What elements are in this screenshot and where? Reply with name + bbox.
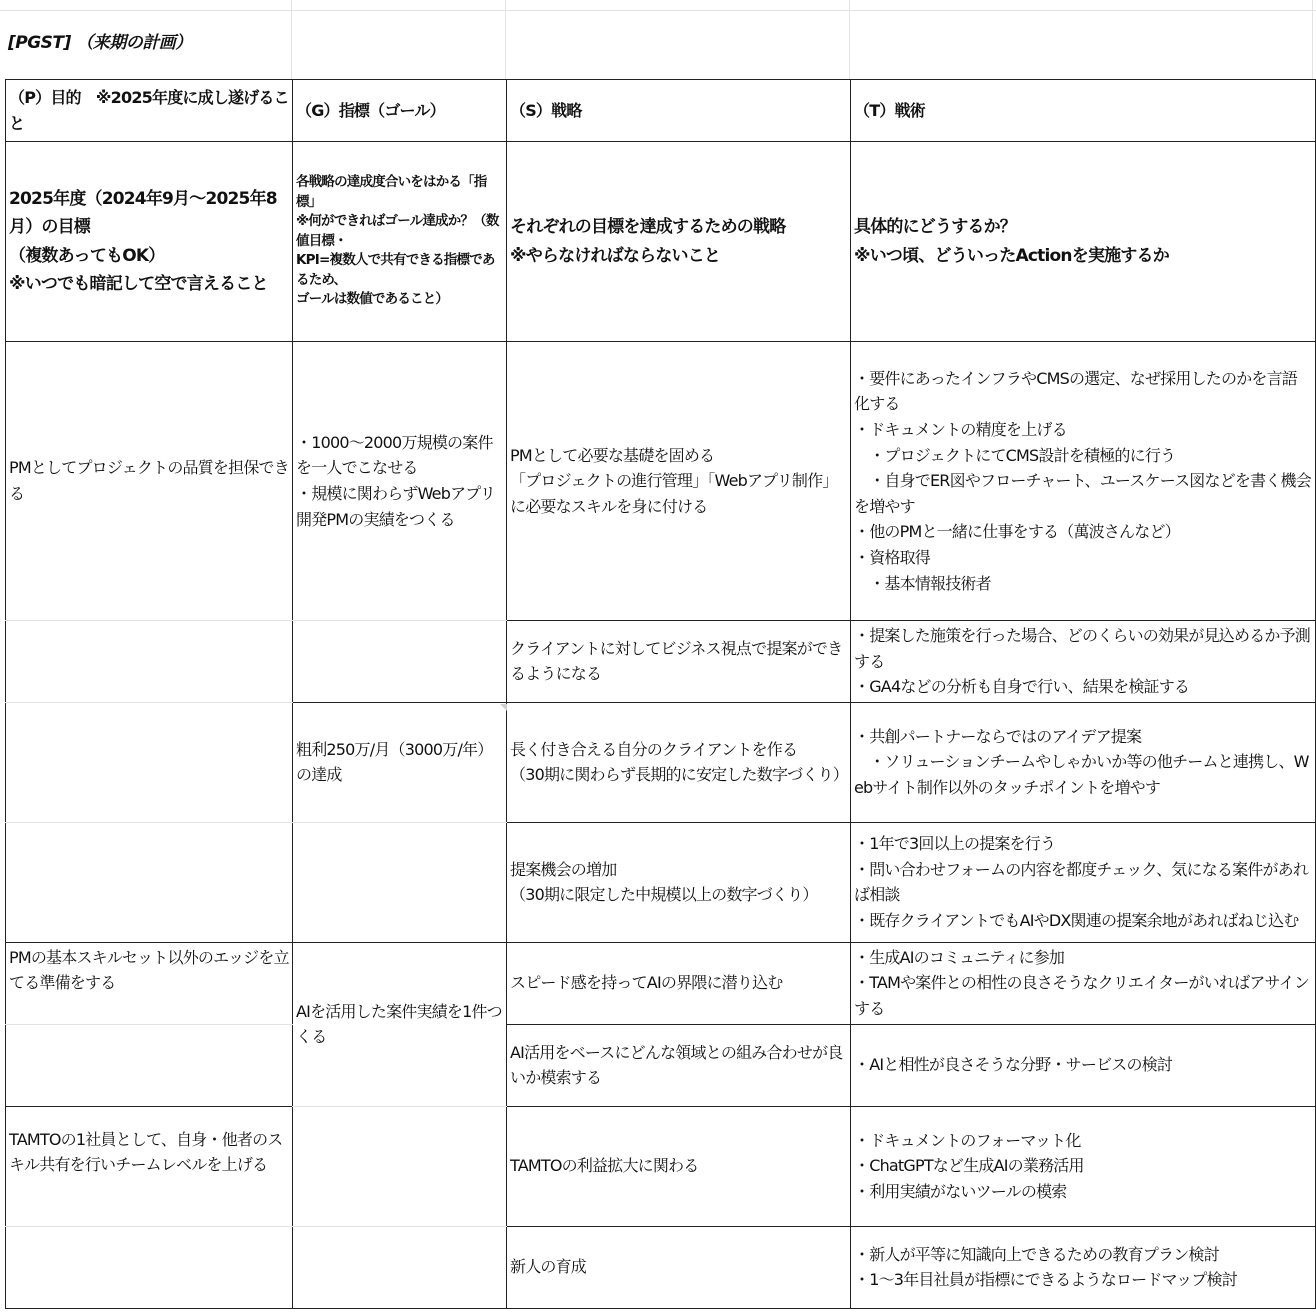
- purpose-cell-empty[interactable]: [6, 822, 293, 942]
- text-line: ・他のPMと一緒に仕事をする（萬波さんなど）: [854, 522, 1180, 542]
- tactics-cell[interactable]: [851, 1106, 1316, 1226]
- purpose-cell[interactable]: TAMTOの1社員として、自身・他者のスキル共有を行いチームレベルを上げる: [6, 1106, 293, 1226]
- text-line: 提案機会の増加: [510, 859, 617, 879]
- strategy-cell[interactable]: スピード感を持ってAIの界隈に潜り込む: [507, 942, 851, 1024]
- goal-cell-empty[interactable]: [293, 621, 507, 703]
- purpose-cell-empty[interactable]: [6, 1024, 293, 1106]
- text-line: ・ドキュメントのフォーマット化: [854, 1130, 1081, 1150]
- text-line: 「プロジェクトの進行管理」「Webアプリ制作」に必要なスキルを身に付ける: [510, 471, 838, 516]
- text-line: ・規模に関わらずWebアプリ開発PMの実績をつくる: [296, 484, 496, 529]
- tactics-cell[interactable]: [851, 822, 1316, 942]
- text-line: ・問い合わせフォームの内容を都度チェック、気になる案件があれば相談: [854, 859, 1309, 905]
- text-line: ・生成AIのコミュニティに参加: [854, 947, 1065, 967]
- text-line: ・TAMや案件との相性の良さそうなクリエイターがいればアサインする: [854, 973, 1310, 1019]
- text-line: 長く付き合える自分のクライアントを作る: [510, 739, 798, 759]
- strategy-cell[interactable]: クライアントに対してビジネス視点で提案ができるようになる: [507, 621, 851, 703]
- text-line: ※いつ頃、どういったActionを実施するか: [854, 245, 1169, 266]
- text-line: 具体的にどうするか？: [854, 217, 1016, 238]
- tactics-cell[interactable]: [851, 1226, 1316, 1308]
- text-line: KPI=複数人で共有できる指標であるため、: [296, 252, 495, 288]
- text-line: ※何ができればゴール達成か？（数値目標・: [296, 213, 499, 249]
- plan-row: [6, 1024, 1316, 1106]
- plan-row: [6, 342, 1316, 621]
- text-line: それぞれの目標を達成するための戦略: [510, 217, 786, 238]
- text-line: ・資格取得: [854, 547, 931, 567]
- purpose-cell-empty[interactable]: [6, 621, 293, 703]
- tactics-cell[interactable]: [851, 621, 1316, 703]
- goal-cell[interactable]: AIを活用した案件実績を1件つくる: [293, 942, 507, 1106]
- strategy-cell[interactable]: AI活用をベースにどんな領域との組み合わせが良いか模索する: [507, 1024, 851, 1106]
- text-line: PMとして必要な基礎を固める: [510, 445, 715, 465]
- plan-row: [6, 822, 1316, 942]
- text-line: ※やらなければならないこと: [510, 245, 721, 266]
- description-row: [6, 142, 1316, 342]
- text-line: （複数あってもOK）: [9, 245, 165, 266]
- tactics-cell[interactable]: [851, 1024, 1316, 1106]
- tactics-cell[interactable]: [851, 342, 1316, 621]
- plan-row: [6, 702, 1316, 822]
- header-row: [6, 80, 1316, 142]
- text-line: ・ソリューションチームやしゃかいか等の他チームと連携し、Webサイト制作以外のタッチポイントを増やす: [854, 752, 1309, 798]
- tactics-cell[interactable]: [851, 942, 1316, 1024]
- text-line: ゴールは数値であること）: [296, 291, 449, 308]
- text-line: ・共創パートナーならではのアイデア提案: [854, 726, 1142, 746]
- purpose-cell[interactable]: PMとしてプロジェクトの品質を担保できる: [6, 342, 293, 621]
- text-line: ・利用実績がないツールの模索: [854, 1182, 1067, 1202]
- grid-column-line: [849, 0, 850, 80]
- text-line: ・GA4などの分析も自身で行い、結果を検証する: [854, 677, 1190, 697]
- goal-cell[interactable]: 粗利250万/月（3000万/年）の達成: [293, 702, 507, 822]
- text-line: ・新人が平等に知識向上できるための教育プラン検討: [854, 1244, 1219, 1264]
- strategy-cell[interactable]: [507, 342, 851, 621]
- goal-cell[interactable]: [293, 342, 507, 621]
- text-line: ・AIと相性が良さそうな分野・サービスの検討: [854, 1055, 1173, 1075]
- sheet-title: [PGST] （来期の計画）: [8, 33, 192, 53]
- strategy-description[interactable]: [507, 142, 851, 342]
- purpose-cell-empty[interactable]: [6, 702, 293, 822]
- goal-cell-empty[interactable]: [293, 1226, 507, 1308]
- grid-row-line: [0, 10, 1316, 11]
- purpose-cell[interactable]: PMの基本スキルセット以外のエッジを立てる準備をする: [6, 942, 293, 1024]
- text-line: ※いつでも暗記して空で言えること: [9, 273, 268, 294]
- text-line: ・要件にあったインフラやCMSの選定、なぜ採用したのかを言語化する: [854, 368, 1297, 414]
- goal-description[interactable]: [293, 142, 507, 342]
- strategy-cell[interactable]: 新人の育成: [507, 1226, 851, 1308]
- pgst-table: [5, 79, 1316, 1309]
- grid-column-line: [291, 0, 292, 80]
- strategy-cell[interactable]: [507, 702, 851, 822]
- purpose-description[interactable]: [6, 142, 293, 342]
- plan-row: [6, 621, 1316, 703]
- text-line: ・自身でER図やフローチャート、ユースケース図などを書く機会を増やす: [854, 471, 1311, 516]
- grid-column-line: [1312, 0, 1313, 80]
- plan-row: [6, 942, 1316, 1024]
- text-line: 各戦略の達成度合いをはかる「指標」: [296, 174, 487, 210]
- text-line: ・1〜3年目社員が指標にできるようなロードマップ検討: [854, 1270, 1237, 1290]
- text-line: ・ChatGPTなど生成AIの業務活用: [854, 1156, 1084, 1176]
- purpose-cell-empty[interactable]: [6, 1226, 293, 1308]
- plan-row: [6, 1106, 1316, 1226]
- text-line: ・ドキュメントの精度を上げる: [854, 420, 1067, 440]
- tactics-cell[interactable]: [851, 702, 1316, 822]
- text-line: ・1000〜2000万規模の案件を一人でこなせる: [296, 432, 493, 478]
- text-line: ・提案した施策を行った場合、どのくらいの効果が見込めるか予測する: [854, 626, 1311, 671]
- grid-column-line: [505, 0, 506, 80]
- plan-row: [6, 1226, 1316, 1308]
- goal-cell-empty[interactable]: [293, 822, 507, 942]
- text-line: （30期に限定した中規模以上の数字づくり）: [510, 885, 818, 905]
- text-line: （30期に関わらず長期的に安定した数字づくり）: [510, 765, 848, 785]
- header-purpose[interactable]: （P）目的 ※2025年度に成し遂げること: [6, 80, 293, 142]
- tactics-description[interactable]: [851, 142, 1316, 342]
- header-goal[interactable]: （G）指標（ゴール）: [293, 80, 507, 142]
- goal-cell-empty[interactable]: [293, 1106, 507, 1226]
- text-line: ・1年で3回以上の提案を行う: [854, 834, 1056, 854]
- text-line: ・既存クライアントでもAIやDX関連の提案余地があればねじ込む: [854, 910, 1299, 930]
- text-line: ・プロジェクトにてCMS設計を積極的に行う: [854, 445, 1176, 465]
- header-tactics[interactable]: （T）戦術: [851, 80, 1316, 142]
- cell-comment-marker-icon: [500, 704, 507, 711]
- header-strategy[interactable]: （S）戦略: [507, 80, 851, 142]
- strategy-cell[interactable]: TAMTOの利益拡大に関わる: [507, 1106, 851, 1226]
- text-line: ・基本情報技術者: [854, 573, 991, 593]
- text-line: 2025年度（2024年9月〜2025年8月）の目標: [9, 189, 277, 238]
- strategy-cell[interactable]: [507, 822, 851, 942]
